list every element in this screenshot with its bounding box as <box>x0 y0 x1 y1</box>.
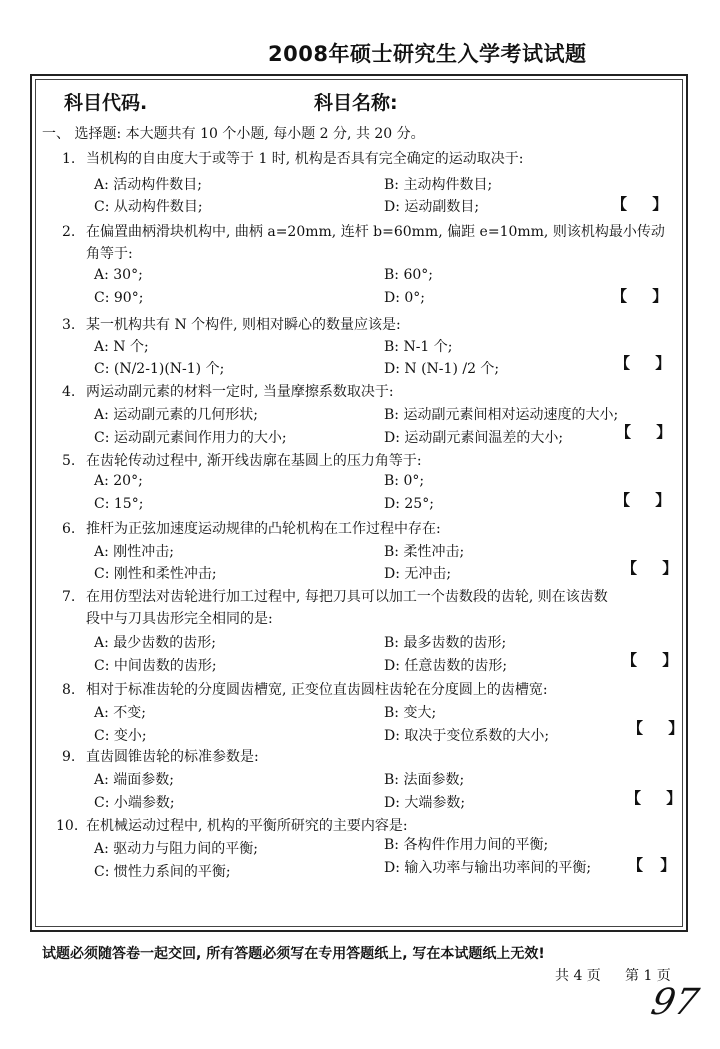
question-text: 某一机构共有 N 个构件, 则相对瞬心的数量应该是: <box>86 317 401 333</box>
option-d: D: 0°; <box>384 290 426 306</box>
option-a: A: 最少齿数的齿形; <box>94 635 216 651</box>
option-c: C: (N/2-1)(N-1) 个; <box>94 361 225 377</box>
option-d: D: 无冲击; <box>384 566 452 582</box>
option-a: A: 刚性冲击; <box>94 544 174 560</box>
option-a: A: 活动构件数目; <box>94 177 202 193</box>
question-number: 9. <box>62 749 76 765</box>
question-text: 在机械运动过程中, 机构的平衡所研究的主要内容是: <box>86 818 408 834</box>
option-b: B: 60°; <box>384 267 433 283</box>
answer-bracket: 【 】 <box>626 789 692 807</box>
question-number: 3. <box>62 317 76 333</box>
question-number: 6. <box>62 521 76 537</box>
option-c: C: 从动构件数目; <box>94 199 203 215</box>
question-7 <box>62 586 608 606</box>
question-number: 7. <box>62 589 76 605</box>
option-a: A: 运动副元素的几何形状; <box>94 407 258 423</box>
option-c: C: 中间齿数的齿形; <box>94 658 217 674</box>
option-d: D: 输入功率与输出功率间的平衡; <box>384 860 592 876</box>
answer-bracket: 【 】 <box>622 651 688 669</box>
option-c: C: 变小; <box>94 728 147 744</box>
option-d: D: 运动副元素间温差的大小; <box>384 430 564 446</box>
option-c: C: 惯性力系间的平衡; <box>94 864 231 880</box>
question-4 <box>62 381 394 401</box>
question-number: 8. <box>62 682 76 698</box>
answer-bracket: 【 】 <box>628 856 682 874</box>
question-number: 1. <box>62 151 76 167</box>
question-10 <box>56 815 408 835</box>
option-d: D: N (N-1) /2 个; <box>384 361 500 377</box>
option-a: A: 20°; <box>94 473 143 489</box>
option-b: B: N-1 个; <box>384 339 453 355</box>
option-b: B: 最多齿数的齿形; <box>384 635 507 651</box>
footer-instruction: 试题必须随答卷一起交回, 所有答题必须写在专用答题纸上, 写在本试题纸上无效! <box>42 946 545 962</box>
option-a: A: 端面参数; <box>94 772 174 788</box>
option-b: B: 柔性冲击; <box>384 544 465 560</box>
answer-bracket: 【 】 <box>616 423 682 441</box>
question-number: 4. <box>62 384 76 400</box>
answer-bracket: 【 】 <box>622 559 688 577</box>
answer-bracket: 【 】 <box>615 354 681 372</box>
option-a: A: 30°; <box>94 267 143 283</box>
subject-code-label: 科目代码. <box>64 92 148 114</box>
option-d: D: 任意齿数的齿形; <box>384 658 508 674</box>
question-5 <box>62 450 422 470</box>
option-c: C: 刚性和柔性冲击; <box>94 566 217 582</box>
question-number: 10. <box>56 818 79 834</box>
question-text: 在齿轮传动过程中, 渐开线齿廓在基圆上的压力角等于: <box>86 453 422 469</box>
question-text: 相对于标准齿轮的分度圆齿槽宽, 正变位直齿圆柱齿轮在分度圆上的齿槽宽: <box>86 682 548 698</box>
option-b: B: 变大; <box>384 705 437 721</box>
option-b: B: 主动构件数目; <box>384 177 493 193</box>
question-text: 当机构的自由度大于或等于 1 时, 机构是否具有完全确定的运动取决于: <box>86 151 524 167</box>
option-c: C: 90°; <box>94 290 144 306</box>
option-c: C: 运动副元素间作用力的大小; <box>94 430 287 446</box>
question-2 <box>62 221 665 241</box>
answer-bracket: 【 】 <box>612 195 678 213</box>
question-text-continued: 角等于: <box>86 246 133 262</box>
option-a: A: N 个; <box>94 339 149 355</box>
option-b: B: 运动副元素间相对运动速度的大小; <box>384 407 619 423</box>
option-d: D: 运动副数目; <box>384 199 480 215</box>
option-b: B: 0°; <box>384 473 425 489</box>
question-8 <box>62 679 548 699</box>
answer-bracket: 【 】 <box>628 719 694 737</box>
total-pages: 共 4 页 <box>555 968 601 984</box>
question-text: 在用仿型法对齿轮进行加工过程中, 每把刀具可以加工一个齿数段的齿轮, 则在该齿数 <box>86 589 608 605</box>
question-number: 2. <box>62 224 76 240</box>
option-c: C: 小端参数; <box>94 795 175 811</box>
question-6 <box>62 518 441 538</box>
exam-title: 2008年硕士研究生入学考试试题 <box>268 42 587 66</box>
question-text-continued: 段中与刀具齿形完全相同的是: <box>86 611 273 627</box>
option-a: A: 驱动力与阻力间的平衡; <box>94 841 258 857</box>
option-c: C: 15°; <box>94 496 144 512</box>
question-text: 推杆为正弦加速度运动规律的凸轮机构在工作过程中存在: <box>86 521 441 537</box>
page-number: 第 1 页 <box>625 968 671 984</box>
answer-bracket: 【 】 <box>615 491 681 509</box>
option-a: A: 不变; <box>94 705 146 721</box>
question-3 <box>62 314 401 334</box>
question-text: 直齿圆锥齿轮的标准参数是: <box>86 749 259 765</box>
option-d: D: 25°; <box>384 496 434 512</box>
option-d: D: 取决于变位系数的大小; <box>384 728 550 744</box>
section-heading: 一、 选择题: 本大题共有 10 个小题, 每小题 2 分, 共 20 分。 <box>42 126 425 142</box>
answer-bracket: 【 】 <box>612 287 678 305</box>
handwritten-number: 97 <box>647 982 703 1023</box>
question-text: 在偏置曲柄滑块机构中, 曲柄 a=20mm, 连杆 b=60mm, 偏距 e=10mm, 则该机构最小传动 <box>86 224 665 240</box>
subject-name-label: 科目名称: <box>314 92 398 114</box>
option-b: B: 法面参数; <box>384 772 465 788</box>
option-b: B: 各构件作用力间的平衡; <box>384 837 549 853</box>
question-text: 两运动副元素的材料一定时, 当量摩擦系数取决于: <box>86 384 394 400</box>
question-9 <box>62 746 259 766</box>
question-1 <box>62 148 523 168</box>
option-d: D: 大端参数; <box>384 795 466 811</box>
question-number: 5. <box>62 453 76 469</box>
